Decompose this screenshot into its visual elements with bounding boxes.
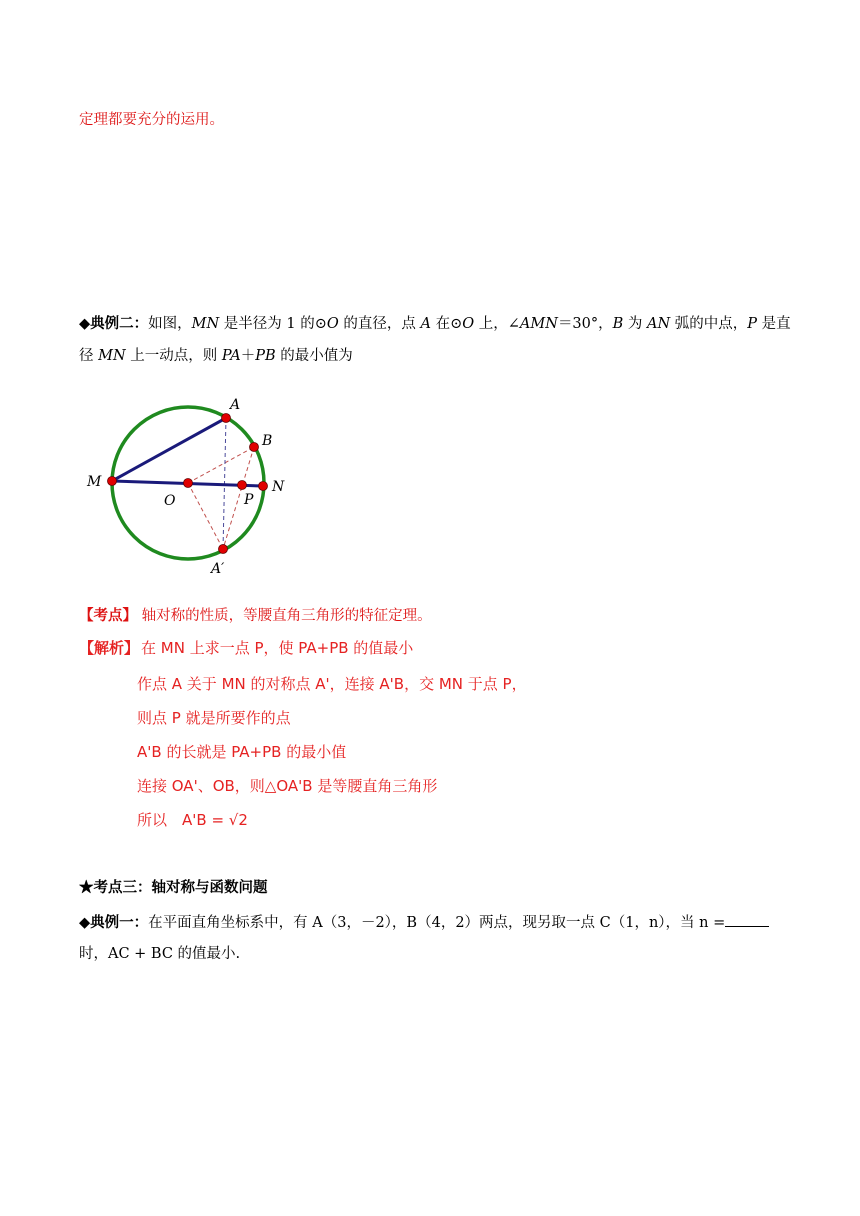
text-run: O (462, 316, 475, 332)
example2-line1 (79, 314, 791, 334)
point-o (184, 479, 193, 488)
text-run: ＝30°， (557, 316, 613, 332)
kaodian-text: 轴对称的性质，等腰直角三角形的特征定理。 (137, 608, 432, 624)
example2-marker: ◆典例二： (79, 315, 149, 332)
label-a-prime: A′ (211, 561, 225, 577)
label-b: B (262, 433, 273, 449)
jiexi-line-6: 所以 A'B = √2 (137, 811, 248, 829)
text-run: PA (221, 348, 241, 364)
point-b (250, 443, 259, 452)
example1-text: 在平面直角坐标系中，有 A（3，－2），B（4，2）两点，现另取一点 C（1，n），当 n = (148, 915, 726, 931)
point-n (259, 482, 268, 491)
top-note: 定理都要充分的运用。 (79, 112, 224, 128)
text-run: 的直径，点 (338, 316, 421, 332)
text-run: PB (255, 348, 276, 364)
text-run: 的最小值为 (275, 348, 353, 364)
point-m (108, 477, 117, 486)
text-run: 上一动点，则 (125, 348, 222, 364)
example1-line1 (79, 912, 769, 933)
dashed-o-aprime (188, 483, 223, 549)
text-run: MN (98, 348, 126, 364)
text-run: 是直 (757, 316, 791, 332)
jiexi-label: 【解析】 (79, 639, 140, 657)
point-p (238, 481, 247, 490)
label-a: A (230, 397, 241, 413)
text-run: ＋ (240, 348, 256, 364)
text-run: 弧的中点， (670, 316, 748, 332)
text-run: 是半径为 1 的⊙ (219, 316, 327, 332)
text-run: 在⊙ (431, 316, 463, 332)
point-a-prime (219, 545, 228, 554)
text-run: AMN (519, 316, 558, 332)
example2-line2 (79, 346, 353, 366)
text-run: B (612, 316, 624, 332)
dashed-o-b (188, 447, 254, 483)
text-run: A (420, 316, 431, 332)
jiexi-line-4: A'B 的长就是 PA+PB 的最小值 (137, 743, 347, 761)
answer-blank[interactable] (725, 912, 769, 927)
label-n: N (272, 479, 285, 495)
example1-line2: 时，AC + BC 的值最小. (79, 946, 241, 962)
text-run: AN (647, 316, 671, 332)
text-run: O (326, 316, 339, 332)
text-run: 为 (623, 316, 648, 332)
label-m: M (87, 474, 102, 490)
label-p: P (244, 492, 254, 508)
jiexi-line-5: 连接 OA'、OB，则△OA'B 是等腰直角三角形 (137, 777, 438, 795)
kaodian-label: 【考点】 (79, 607, 137, 624)
text-run: P (747, 316, 758, 332)
label-o: O (164, 493, 176, 509)
jiexi-line-2: 作点 A 关于 MN 的对称点 A'，连接 A'B，交 MN 于点 P， (137, 675, 527, 693)
text-run: MN (191, 316, 220, 332)
text-run: 上，∠ (474, 316, 520, 332)
circle-figure (80, 385, 300, 585)
point-a (222, 414, 231, 423)
kaodian-line (79, 606, 432, 626)
text-run: 如图， (148, 316, 192, 332)
section3-title: ★考点三：轴对称与函数问题 (79, 879, 268, 896)
text-run: 径 (79, 348, 99, 364)
example1-marker: ◆典例一： (79, 914, 149, 931)
jiexi-line-3: 则点 P 就是所要作的点 (137, 709, 291, 727)
jiexi-line-1: 在 MN 上求一点 P，使 PA+PB 的值最小 (141, 639, 414, 657)
